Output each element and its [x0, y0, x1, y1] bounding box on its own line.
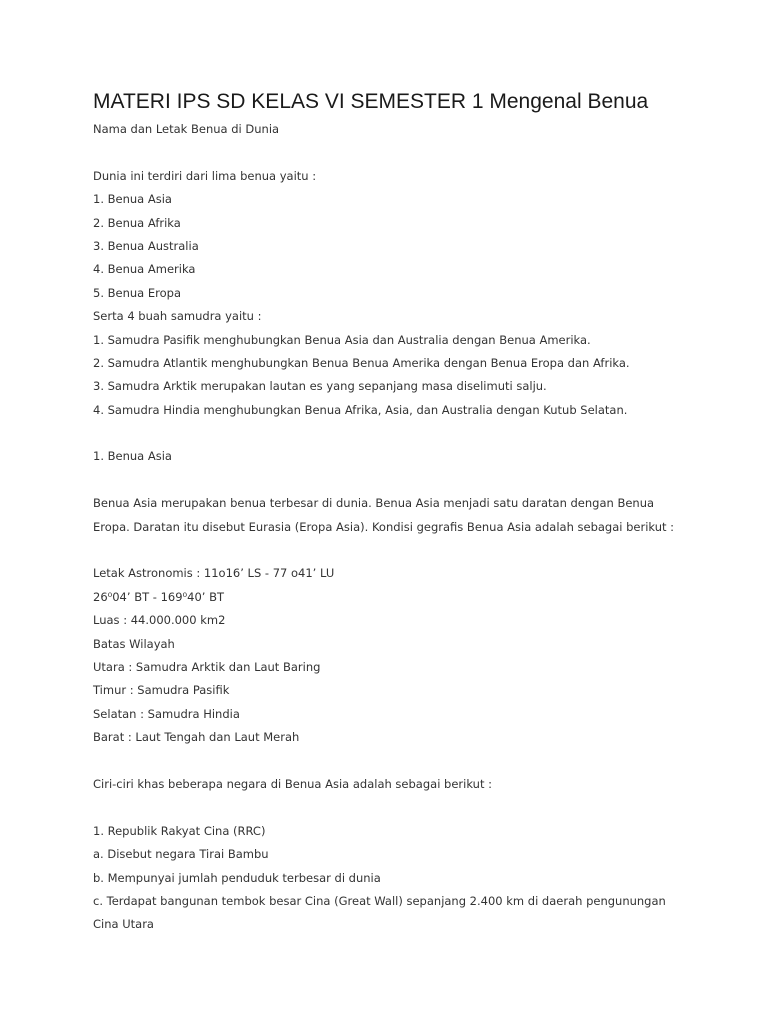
text-line: Batas Wilayah — [93, 636, 175, 651]
text-line: 1. Republik Rakyat Cina (RRC) — [93, 823, 266, 838]
blank-line — [93, 539, 693, 562]
text-line: Luas : 44.000.000 km2 — [93, 613, 226, 628]
text-line: Utara : Samudra Arktik dan Laut Baring — [93, 659, 321, 674]
text-line: c. Terdapat bangunan tembok besar Cina (Great Wall) sepanjang 2.400 km di daerah pengunungan — [93, 893, 666, 908]
document-title: MATERI IPS SD KELAS VI SEMESTER 1 Mengenal Benua — [93, 90, 649, 113]
text-line: 2. Samudra Atlantik menghubungkan Benua Benua Amerika dengan Benua Eropa dan Afrika. — [93, 355, 630, 370]
text-line: Eropa. Daratan itu disebut Eurasia (Eropa Asia). Kondisi gegrafis Benua Asia adalah sebagai berikut : — [93, 519, 675, 534]
text-line: 26⁰04’ BT - 169⁰40’ BT — [93, 589, 224, 604]
blank-line — [93, 469, 693, 492]
text-line: Letak Astronomis : 11o16’ LS - 77 o41’ LU — [93, 566, 335, 581]
text-line: 1. Benua Asia — [93, 192, 172, 207]
document-body — [93, 118, 693, 937]
text-line: 3. Samudra Arktik merupakan lautan es yang sepanjang masa diselimuti salju. — [93, 379, 547, 394]
text-line: Barat : Laut Tengah dan Laut Merah — [93, 730, 300, 745]
blank-line — [93, 750, 693, 773]
text-line: 3. Benua Australia — [93, 238, 199, 253]
text-line: Dunia ini terdiri dari lima benua yaitu : — [93, 168, 317, 183]
text-line: 4. Benua Amerika — [93, 262, 196, 277]
text-line: 1. Benua Asia — [93, 449, 172, 464]
text-line: Ciri-ciri khas beberapa negara di Benua Asia adalah sebagai berikut : — [93, 776, 492, 791]
text-line: Timur : Samudra Pasifik — [93, 683, 230, 698]
text-line: 4. Samudra Hindia menghubungkan Benua Afrika, Asia, dan Australia dengan Kutub Selatan. — [93, 402, 628, 417]
text-line: a. Disebut negara Tirai Bambu — [93, 847, 269, 862]
text-line: 5. Benua Eropa — [93, 285, 181, 300]
blank-line — [93, 141, 693, 164]
text-line: Cina Utara — [93, 917, 154, 932]
blank-line — [93, 422, 693, 445]
text-line: Nama dan Letak Benua di Dunia — [93, 122, 280, 136]
text-line: Benua Asia merupakan benua terbesar di dunia. Benua Asia menjadi satu daratan dengan Benua — [93, 496, 655, 511]
text-line: 2. Benua Afrika — [93, 215, 181, 230]
text-line: Selatan : Samudra Hindia — [93, 706, 240, 721]
text-line: b. Mempunyai jumlah penduduk terbesar di dunia — [93, 870, 381, 885]
text-line: Serta 4 buah samudra yaitu : — [93, 309, 262, 324]
text-line: 1. Samudra Pasifik menghubungkan Benua Asia dan Australia dengan Benua Amerika. — [93, 332, 591, 347]
blank-line — [93, 796, 693, 819]
